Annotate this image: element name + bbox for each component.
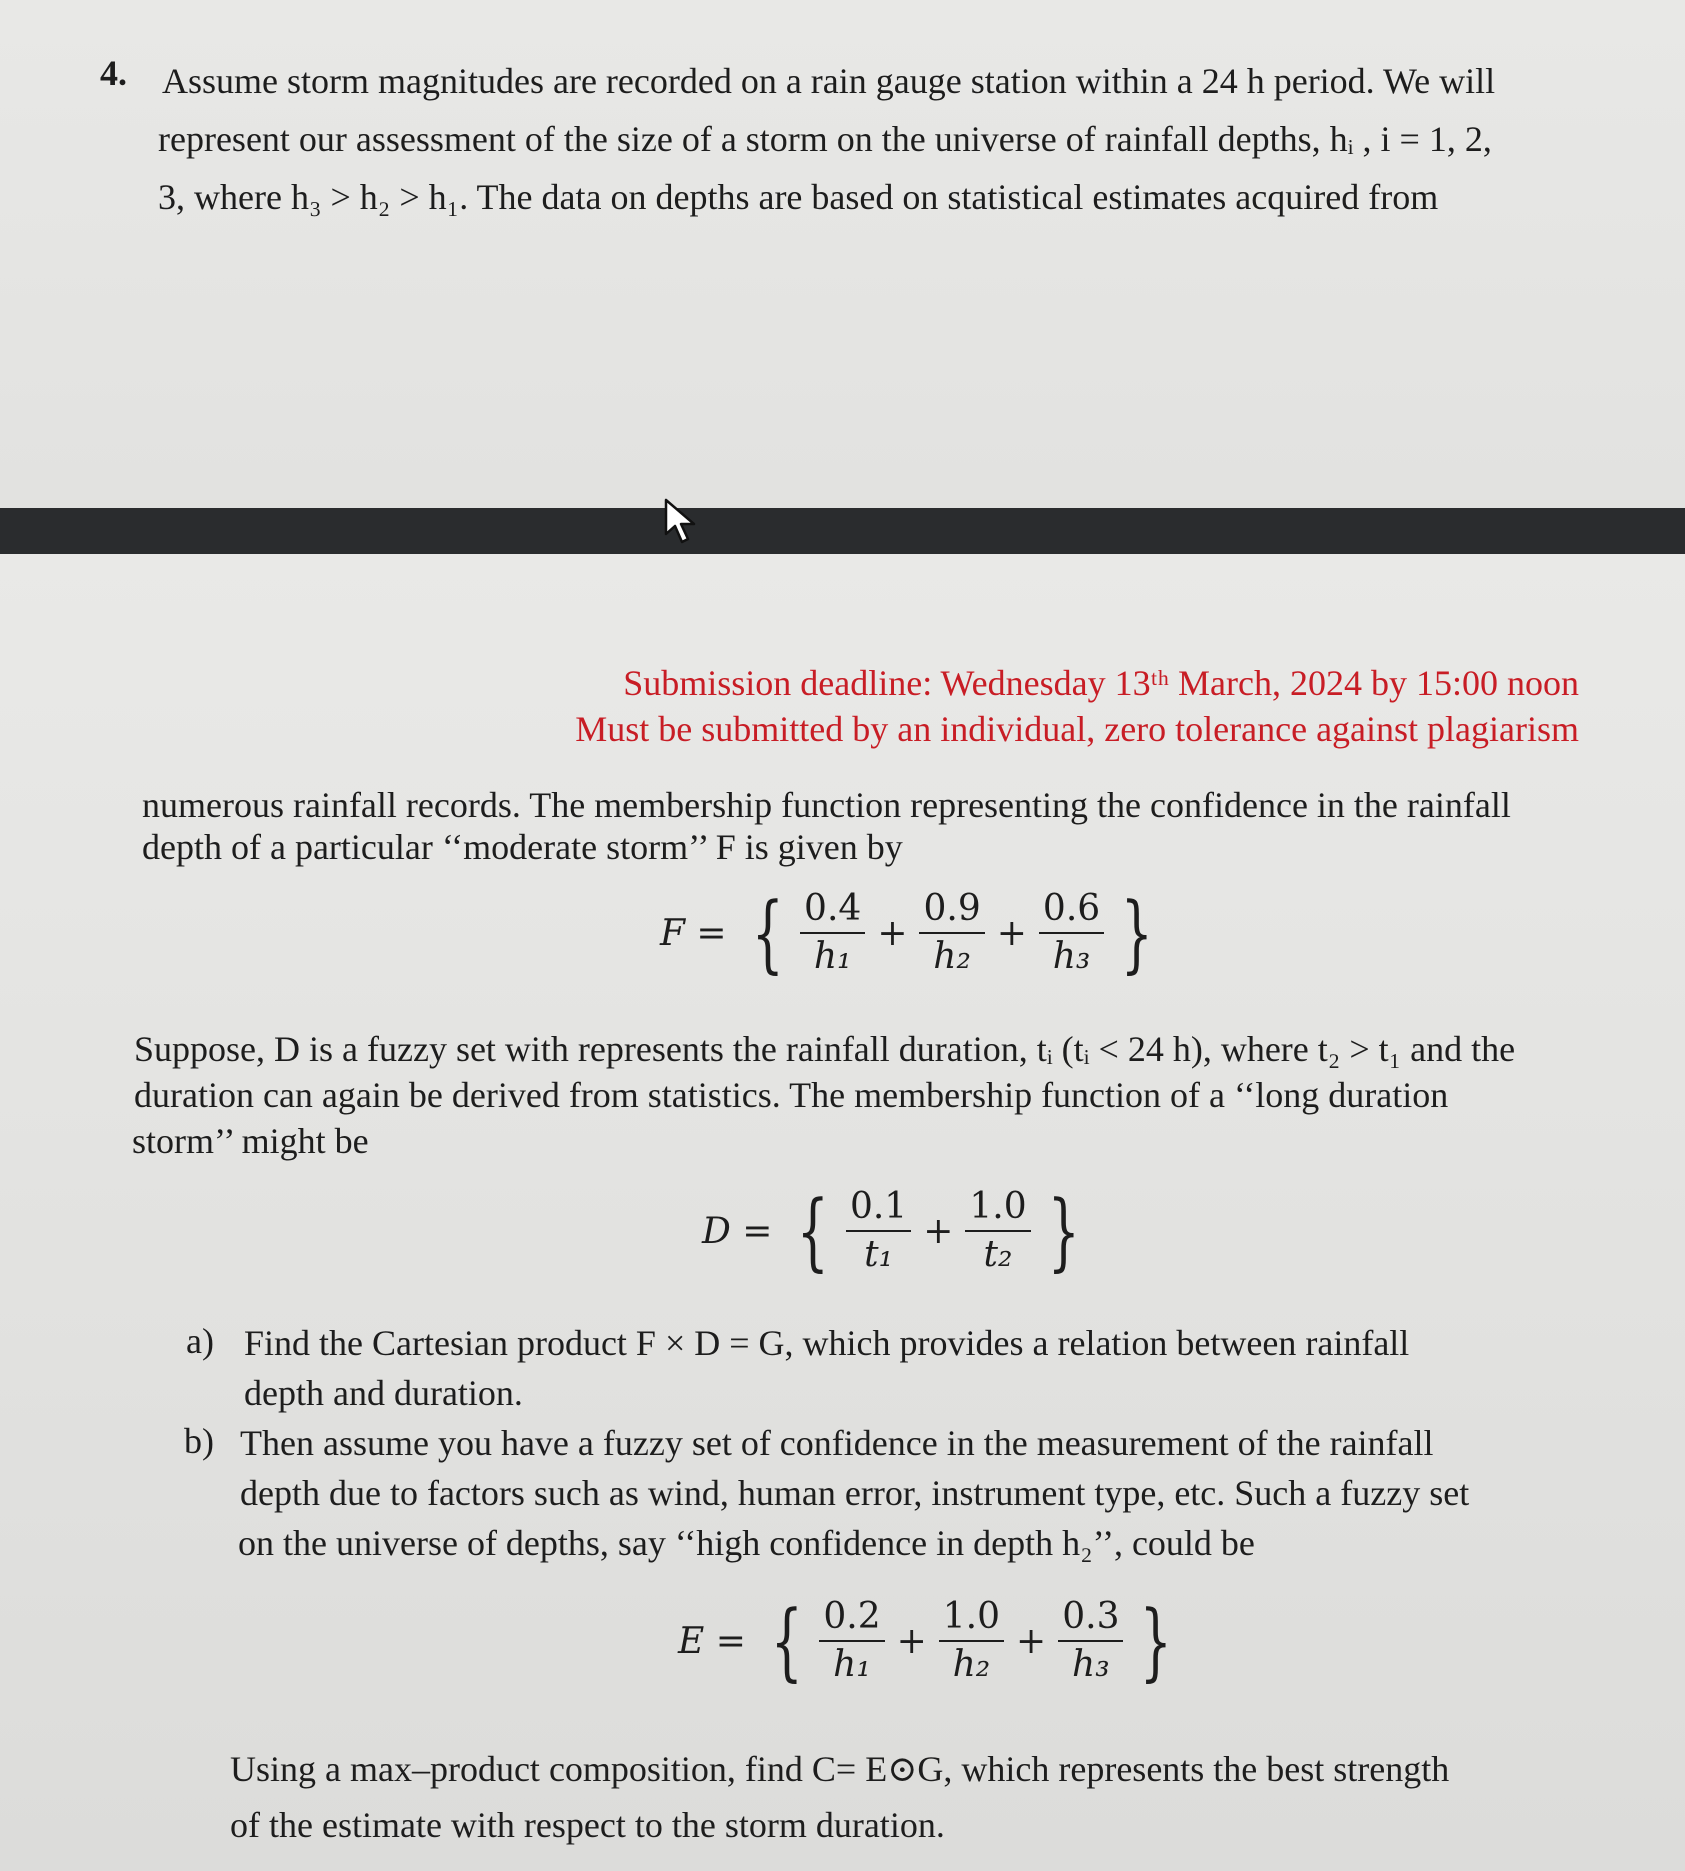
fraction-numerator: 0.2 xyxy=(819,1594,884,1642)
page-divider-bar xyxy=(0,508,1685,554)
fraction-term xyxy=(939,1594,1004,1688)
fraction-term xyxy=(1058,1594,1123,1688)
left-brace: { xyxy=(797,1182,830,1280)
fraction-numerator: 1.0 xyxy=(965,1184,1030,1232)
fraction-numerator: 0.4 xyxy=(800,886,865,934)
plus-sign: + xyxy=(896,1620,927,1662)
equation-E-lhs: E = xyxy=(678,1620,746,1662)
fraction-denominator: h₃ xyxy=(1052,936,1091,977)
part-b-label: b) xyxy=(184,1421,214,1461)
right-brace: } xyxy=(1047,1182,1080,1280)
deadline-line-2: Must be submitted by an individual, zero tolerance against plagiarism xyxy=(575,709,1579,749)
fraction-term xyxy=(846,1184,911,1278)
fraction-term xyxy=(800,886,865,980)
question-number: 4. xyxy=(100,53,127,93)
part-a-line-2: depth and duration. xyxy=(244,1373,523,1413)
fraction-term xyxy=(1039,886,1104,980)
plus-sign: + xyxy=(877,912,908,954)
part-b-line-1: Then assume you have a fuzzy set of confidence in the measurement of the rainfall xyxy=(240,1423,1434,1463)
fraction-denominator: h₂ xyxy=(952,1644,991,1685)
plus-sign: + xyxy=(1016,1620,1047,1662)
part-a-line-1: Find the Cartesian product F × D = G, which provides a relation between rainfall xyxy=(244,1323,1410,1363)
equation-F xyxy=(660,886,1164,980)
fraction-denominator: t₂ xyxy=(983,1234,1013,1275)
right-brace: } xyxy=(1120,884,1153,982)
fraction-term xyxy=(919,886,984,980)
fraction-numerator: 0.6 xyxy=(1039,886,1104,934)
fraction-denominator: h₂ xyxy=(933,936,971,977)
fraction-term xyxy=(965,1184,1030,1278)
part-b-line-2: depth due to factors such as wind, human error, instrument type, etc. Such a fuzzy set xyxy=(240,1473,1470,1513)
suppose-line-3: storm’’ might be xyxy=(132,1121,369,1161)
right-brace: } xyxy=(1140,1592,1173,1690)
intro-line-1: Assume storm magnitudes are recorded on a rain gauge station within a 24 h period. We will xyxy=(162,61,1496,101)
fraction-numerator: 0.3 xyxy=(1058,1594,1123,1642)
plus-sign: + xyxy=(923,1210,954,1252)
deadline-line-1: Submission deadline: Wednesday 13ᵗʰ March, 2024 by 15:00 noon xyxy=(623,663,1579,703)
equation-F-lhs: F = xyxy=(660,912,727,954)
equation-D-lhs: D = xyxy=(702,1210,773,1252)
fraction-term xyxy=(819,1594,884,1688)
fraction-numerator: 0.1 xyxy=(846,1184,911,1232)
fraction-denominator: h₁ xyxy=(833,1644,871,1685)
equation-D xyxy=(702,1184,1090,1278)
fraction-denominator: h₁ xyxy=(813,936,852,977)
fraction-numerator: 1.0 xyxy=(939,1594,1004,1642)
continuation-line-1: numerous rainfall records. The membership function representing the confidence in the rainfall xyxy=(142,785,1511,825)
closing-line-2: of the estimate with respect to the storm duration. xyxy=(230,1805,945,1845)
equation-E xyxy=(678,1594,1183,1688)
left-brace: { xyxy=(751,884,784,982)
intro-line-3: 3, where h₃ > h₂ > h₁. The data on depths are based on statistical estimates acquired from xyxy=(158,177,1439,217)
part-b-line-3: on the universe of depths, say ‘‘high confidence in depth h₂’’, could be xyxy=(238,1523,1255,1563)
continuation-line-2: depth of a particular ‘‘moderate storm’’ F is given by xyxy=(142,827,903,867)
suppose-line-1: Suppose, D is a fuzzy set with represents the rainfall duration, tᵢ (tᵢ < 24 h), where t₂ > t₁ and the xyxy=(134,1029,1516,1069)
fraction-denominator: h₃ xyxy=(1072,1644,1110,1685)
fraction-denominator: t₁ xyxy=(864,1234,894,1275)
intro-line-2: represent our assessment of the size of a storm on the universe of rainfall depths, hᵢ , i = 1, 2, xyxy=(158,119,1492,159)
mouse-pointer-icon xyxy=(664,498,700,546)
left-brace: { xyxy=(770,1592,803,1690)
suppose-line-2: duration can again be derived from statistics. The membership function of a ‘‘long duration xyxy=(134,1075,1449,1115)
fraction-numerator: 0.9 xyxy=(919,886,984,934)
part-a-label: a) xyxy=(186,1321,214,1361)
plus-sign: + xyxy=(996,912,1027,954)
closing-line-1: Using a max–product composition, find C= E⊙G, which represents the best strength xyxy=(230,1749,1450,1789)
